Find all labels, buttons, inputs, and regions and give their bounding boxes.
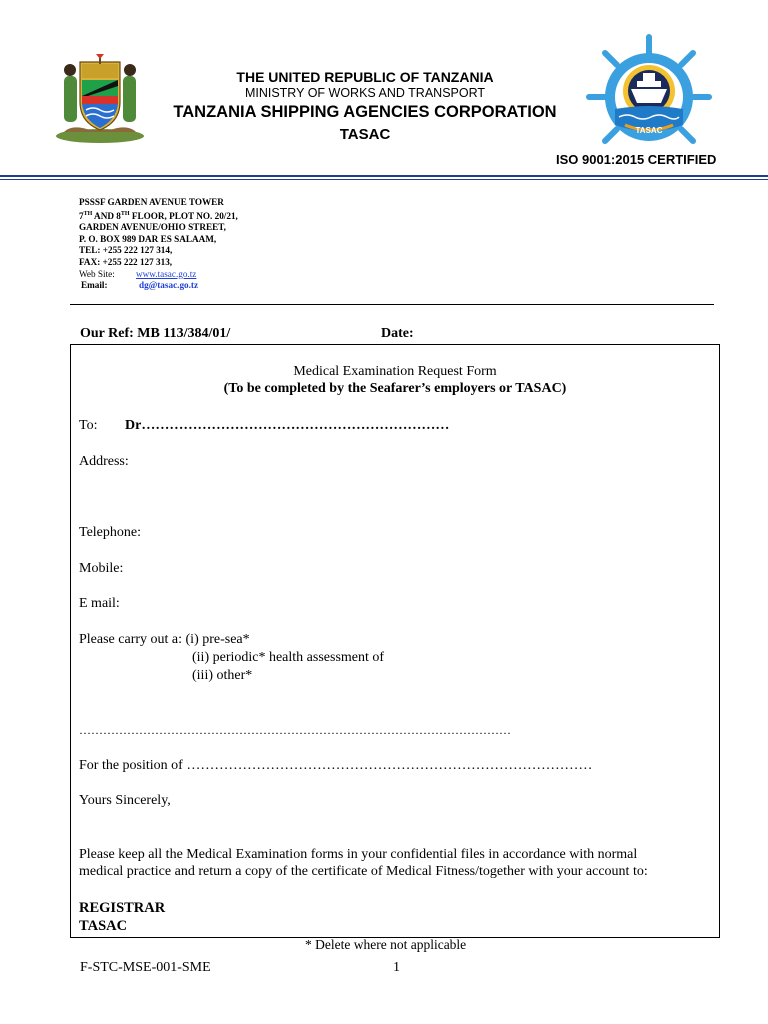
email-link[interactable]: dg@tasac.go.tz [139,280,199,291]
address-block [79,197,238,292]
address-divider [70,304,714,305]
footer-note: * Delete where not applicable [305,937,467,952]
page-number: 1 [393,960,400,975]
iso-certification: ISO 9001:2015 CERTIFIED [556,152,717,167]
header-ministry: MINISTRY OF WORKS AND TRANSPORT [244,86,486,100]
address-floor-and: AND 8 [92,210,121,221]
carry-out-option2: (ii) periodic* health assessment of [192,650,385,665]
closing: Yours Sincerely, [79,793,171,808]
registrar-org: TASAC [79,918,128,934]
email-label: Email: [81,280,108,291]
address-floor-rest: FLOOR, PLOT NO. 20/21, [129,210,238,221]
to-label: To: [79,418,98,433]
our-ref: Our Ref: MB 113/384/01/ [80,326,231,341]
header-divider-thin [0,179,768,180]
tasac-logo-text: TASAC [635,126,663,135]
address-floor-b-sup: TH [120,210,130,217]
address-label: Address: [79,454,129,469]
form-subtitle: (To be completed by the Seafarer’s employers or TASAC) [223,381,567,396]
to-doctor-field[interactable]: Dr………………………………………………………… [125,418,450,433]
carry-out-option1: Please carry out a: (i) pre-sea* [79,632,250,647]
instruction-line1: Please keep all the Medical Examination forms in your confidential files in accordance with normal [79,847,638,862]
website-link[interactable]: www.tasac.go.tz [136,268,197,279]
address-line1: PSSSF GARDEN AVENUE TOWER [79,197,224,207]
other-specify-line[interactable]: ……………………………………………………………………………………………… [79,723,511,737]
address-floor-a: 7 [79,210,84,221]
address-floor-a-sup: TH [83,210,93,217]
address-line3: GARDEN AVENUE/OHIO STREET, [79,222,226,233]
position-line[interactable]: For the position of …………………………………………………………………………… [79,758,593,773]
email-field-label: E mail: [79,596,120,611]
form-title: Medical Examination Request Form [293,364,497,379]
web-label: Web Site: [79,268,115,279]
header-acronym: TASAC [339,126,391,143]
form-code: F-STC-MSE-001-SME [80,960,211,975]
mobile-label: Mobile: [79,561,124,576]
address-line4: P. O. BOX 989 DAR ES SALAAM, [79,233,217,244]
header-country: THE UNITED REPUBLIC OF TANZANIA [236,69,494,85]
tasac-logo [585,33,713,151]
registrar: REGISTRAR [79,900,166,916]
date-label: Date: [381,326,414,341]
instruction-line2: medical practice and return a copy of the certificate of Medical Fitness/together with your account to: [79,864,648,879]
address-tel: TEL: +255 222 127 314, [79,245,173,256]
header-divider-thick [0,175,768,177]
header-agency: TANZANIA SHIPPING AGENCIES CORPORATION [173,103,557,121]
address-fax: FAX: +255 222 127 313, [79,257,173,268]
carry-out-option3: (iii) other* [192,668,253,683]
telephone-label: Telephone: [79,525,141,540]
